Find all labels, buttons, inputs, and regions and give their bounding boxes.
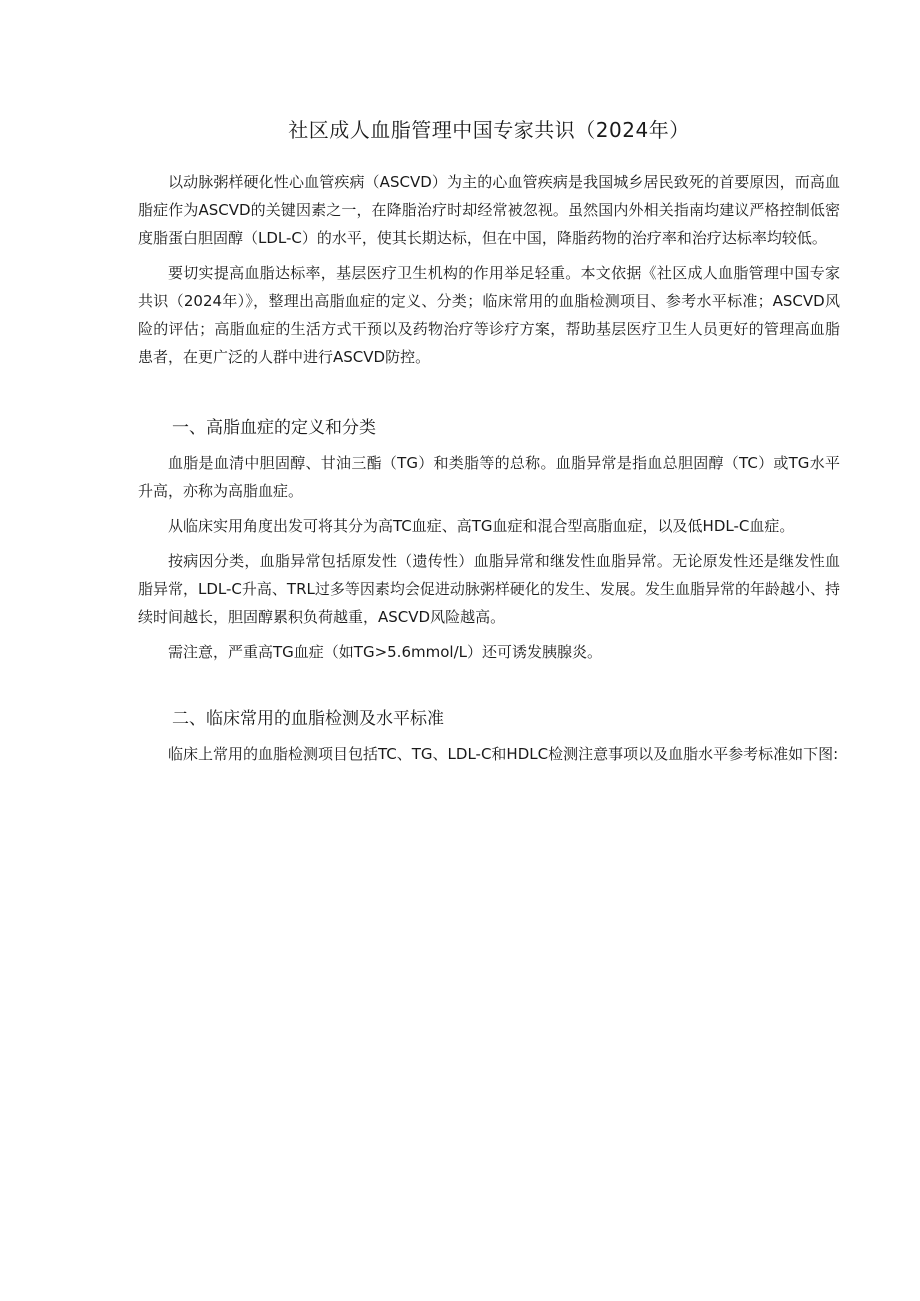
intro-paragraph-1: 以动脉粥样硬化性心血管疾病（ASCVD）为主的心血管疾病是我国城乡居民致死的首要原因，而高血脂症作为ASCVD的关键因素之一，在降脂治疗时却经常被忽视。虽然国内外相关指南均建议严格控制低密度脂蛋白胆固醇（LDL-C）的水平，使其长期达标，但在中国，降脂药物的治疗率和治疗达标率均较低。: [138, 173, 840, 247]
intro-paragraph-2: 要切实提高血脂达标率，基层医疗卫生机构的作用举足轻重。本文依据《社区成人血脂管理中国专家共识（2024年）》，整理出高脂血症的定义、分类；临床常用的血脂检测项目、参考水平标准；ASCVD风险的评估；高脂血症的生活方式干预以及药物治疗等诊疗方案，帮助基层医疗卫生人员更好的管理高血脂患者，在更广泛的人群中进行ASCVD防控。: [138, 264, 840, 366]
section-1-paragraph-1: 血脂是血清中胆固醇、甘油三酯（TG）和类脂等的总称。血脂异常是指血总胆固醇（TC）或TG水平升高，亦称为高脂血症。: [138, 454, 840, 500]
section-1-heading: 一、高脂血症的定义和分类: [172, 418, 376, 438]
document-page: [138, 112, 840, 775]
section-1-paragraph-2: 从临床实用角度出发可将其分为高TC血症、高TG血症和混合型高脂血症，以及低HDL-C血症。: [168, 517, 795, 535]
section-1-paragraph-3: 按病因分类，血脂异常包括原发性（遗传性）血脂异常和继发性血脂异常。无论原发性还是继发性血脂异常，LDL-C升高、TRL过多等因素均会促进动脉粥样硬化的发生、发展。发生血脂异常的年龄越小、持续时间越长，胆固醇累积负荷越重，ASCVD风险越高。: [138, 552, 840, 626]
section-2-heading: 二、临床常用的血脂检测及水平标准: [172, 709, 444, 729]
section-1-paragraph-4: 需注意，严重高TG血症（如TG>5.6mmol/L）还可诱发胰腺炎。: [168, 643, 602, 661]
section-2-paragraph-1: 临床上常用的血脂检测项目包括TC、TG、LDL-C和HDLC检测注意事项以及血脂水平参考标准如下图:: [168, 745, 839, 763]
document-title: 社区成人血脂管理中国专家共识（2024年）: [288, 118, 690, 142]
